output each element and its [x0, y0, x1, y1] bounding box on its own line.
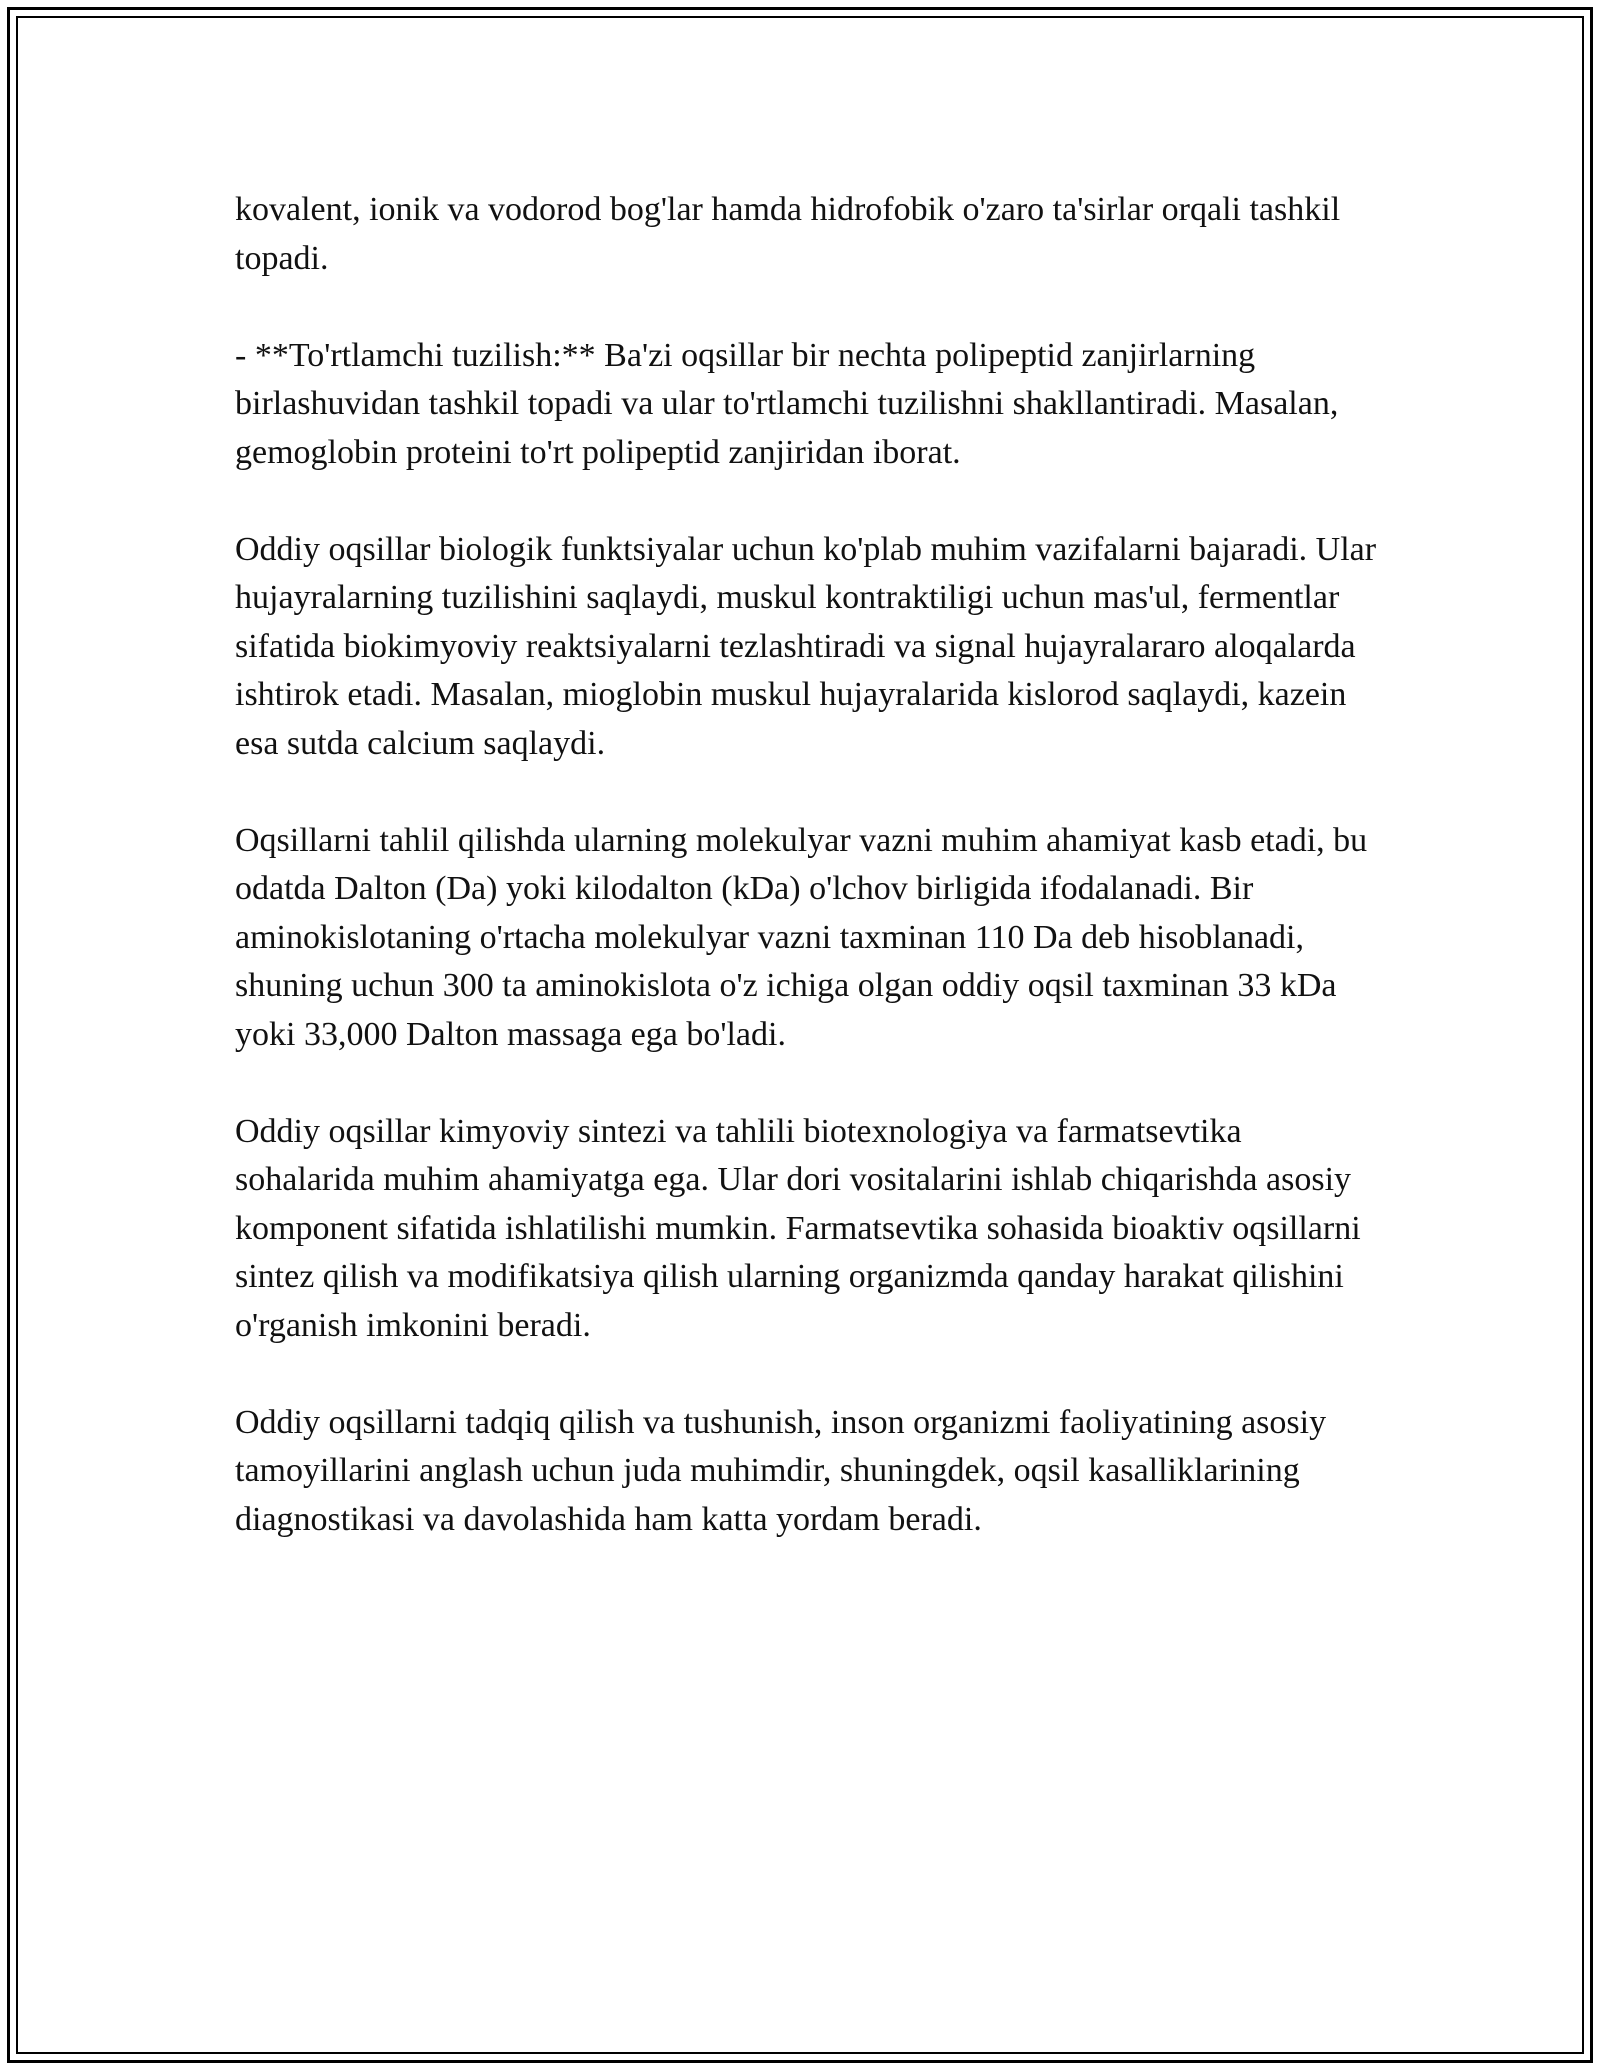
- paragraph-synthesis-analysis: Oddiy oqsillar kimyoviy sintezi va tahlili biotexnologiya va farmatsevtika sohalarida muhim ahamiyatga ega. Ular dori vositalarini ishlab chiqarishda asosiy komponent sifatida ishlatilishi mumkin. Farmatsevtika sohasida bioaktiv oqsillarni sintez qilish va modifikatsiya qilish ularning organizmda qanday harakat qilishini o'rganish imkonini beradi.: [235, 1112, 1361, 1344]
- paragraph-research-importance: Oddiy oqsillarni tadqiq qilish va tushunish, inson organizmi faoliyatining asosiy tamoyillarini anglash uchun juda muhimdir, shuningdek, oqsil kasalliklarining diagnostikasi va davolashida ham katta yordam beradi.: [235, 1403, 1327, 1538]
- paragraph-quaternary-structure: - **To'rtlamchi tuzilish:** Ba'zi oqsillar bir nechta polipeptid zanjirlarning birlashuvidan tashkil topadi va ular to'rtlamchi tuzilishni shakllantiradi. Masalan, gemoglobin proteini to'rt polipeptid zanjiridan iborat.: [235, 336, 1339, 471]
- paragraph-biological-functions: Oddiy oqsillar biologik funktsiyalar uchun ko'plab muhim vazifalarni bajaradi. Ular hujayralarning tuzilishini saqlaydi, muskul kontraktiligi uchun mas'ul, fermentlar sifatida biokimyoviy reaktsiyalarni tezlashtiradi va signal hujayralararo aloqalarda ishtirok etadi. Masalan, mioglobin muskul hujayralarida kislorod saqlaydi, kazein esa sutda calcium saqlaydi.: [235, 530, 1377, 762]
- paragraph-bond-types: kovalent, ionik va vodorod bog'lar hamda hidrofobik o'zaro ta'sirlar orqali tashkil topadi.: [235, 191, 1341, 277]
- document-body: [235, 186, 1385, 1593]
- paragraph-molecular-weight: Oqsillarni tahlil qilishda ularning molekulyar vazni muhim ahamiyat kasb etadi, bu odatda Dalton (Da) yoki kilodalton (kDa) o'lchov birligida ifodalanadi. Bir aminokislotaning o'rtacha molekulyar vazni taxminan 110 Da deb hisoblanadi, shuning uchun 300 ta aminokislota o'z ichiga olgan oddiy oqsil taxminan 33 kDa yoki 33,000 Dalton massaga ega bo'ladi.: [235, 821, 1368, 1053]
